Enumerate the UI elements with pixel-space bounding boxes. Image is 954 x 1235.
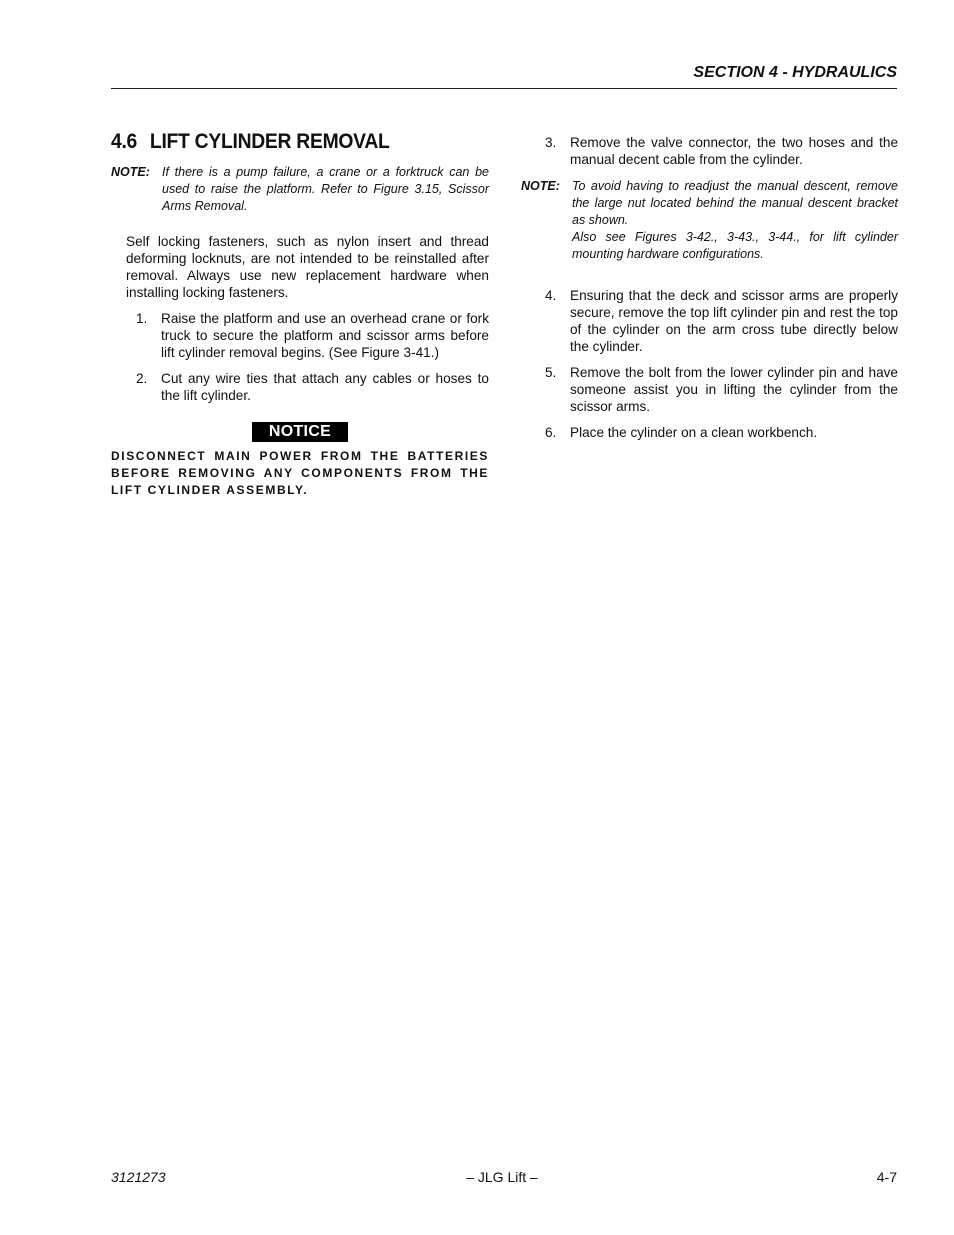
note-label: NOTE: [111, 165, 150, 179]
section-header-title: SECTION 4 - HYDRAULICS [693, 64, 897, 81]
section-heading [111, 130, 459, 154]
step-number: 1. [136, 311, 148, 326]
list-item [521, 424, 898, 441]
list-item [111, 370, 489, 404]
left-column [111, 130, 489, 499]
list-item [521, 287, 898, 355]
step-number: 5. [545, 365, 557, 380]
note-body [572, 178, 898, 263]
section-title-text: LIFT CYLINDER REMOVAL [149, 130, 390, 153]
steps-list-right-top [521, 134, 898, 168]
footer-brand: – JLG Lift – [466, 1169, 538, 1185]
right-column [521, 134, 898, 450]
section-number: 4.6 [111, 130, 138, 153]
notice-block [111, 422, 489, 442]
header-divider [111, 88, 897, 89]
note-pump-failure [111, 164, 489, 215]
notice-text: DISCONNECT MAIN POWER FROM THE BATTERIES BEFORE REMOVING ANY COMPONENTS FROM THE LIFT CYLINDER ASSEMBLY. [111, 449, 489, 497]
step-number: 4. [545, 288, 557, 303]
notice-badge: NOTICE [252, 422, 348, 442]
step-text: Cut any wire ties that attach any cables or hoses to the lift cylinder. [161, 371, 489, 403]
step-text: Ensuring that the deck and scissor arms are properly secure, remove the top lift cylinder pin and rest the top of the cylinder on the arm cross tube directly below the cylinder. [570, 288, 898, 354]
step-text: Raise the platform and use an overhead crane or fork truck to secure the platform and scissor arms before lift cylinder removal begins. (See Figure 3-41.) [161, 311, 489, 360]
list-item [111, 310, 489, 361]
list-item [521, 364, 898, 415]
list-item [521, 134, 898, 168]
step-text: Place the cylinder on a clean workbench. [570, 425, 818, 440]
note-label: NOTE: [521, 179, 560, 193]
note-text: If there is a pump failure, a crane or a forktruck can be used to raise the platform. Refer to Figure 3.15, Scissor Arms Removal. [162, 165, 489, 213]
footer-page-number: 4-7 [876, 1169, 897, 1185]
step-number: 6. [545, 425, 557, 440]
note-manual-descent [521, 178, 898, 263]
note-text-extra: Also see Figures 3-42., 3-43., 3-44., for lift cylinder mounting hardware configurations. [572, 230, 898, 261]
footer-doc-number: 3121273 [111, 1169, 166, 1185]
steps-list-right [521, 287, 898, 441]
step-number: 3. [545, 135, 557, 150]
step-text: Remove the valve connector, the two hoses and the manual decent cable from the cylinder. [570, 135, 898, 167]
intro-paragraph: Self locking fasteners, such as nylon insert and thread deforming locknuts, are not intended to be reinstalled after removal. Always use new replacement hardware when installing locking fasteners. [126, 234, 489, 300]
step-text: Remove the bolt from the lower cylinder pin and have someone assist you in lifting the cylinder from the scissor arms. [570, 365, 898, 414]
steps-list-left [111, 310, 489, 404]
note-text: To avoid having to readjust the manual descent, remove the large nut located behind the manual descent bracket as shown. [572, 179, 898, 227]
step-number: 2. [136, 371, 148, 386]
